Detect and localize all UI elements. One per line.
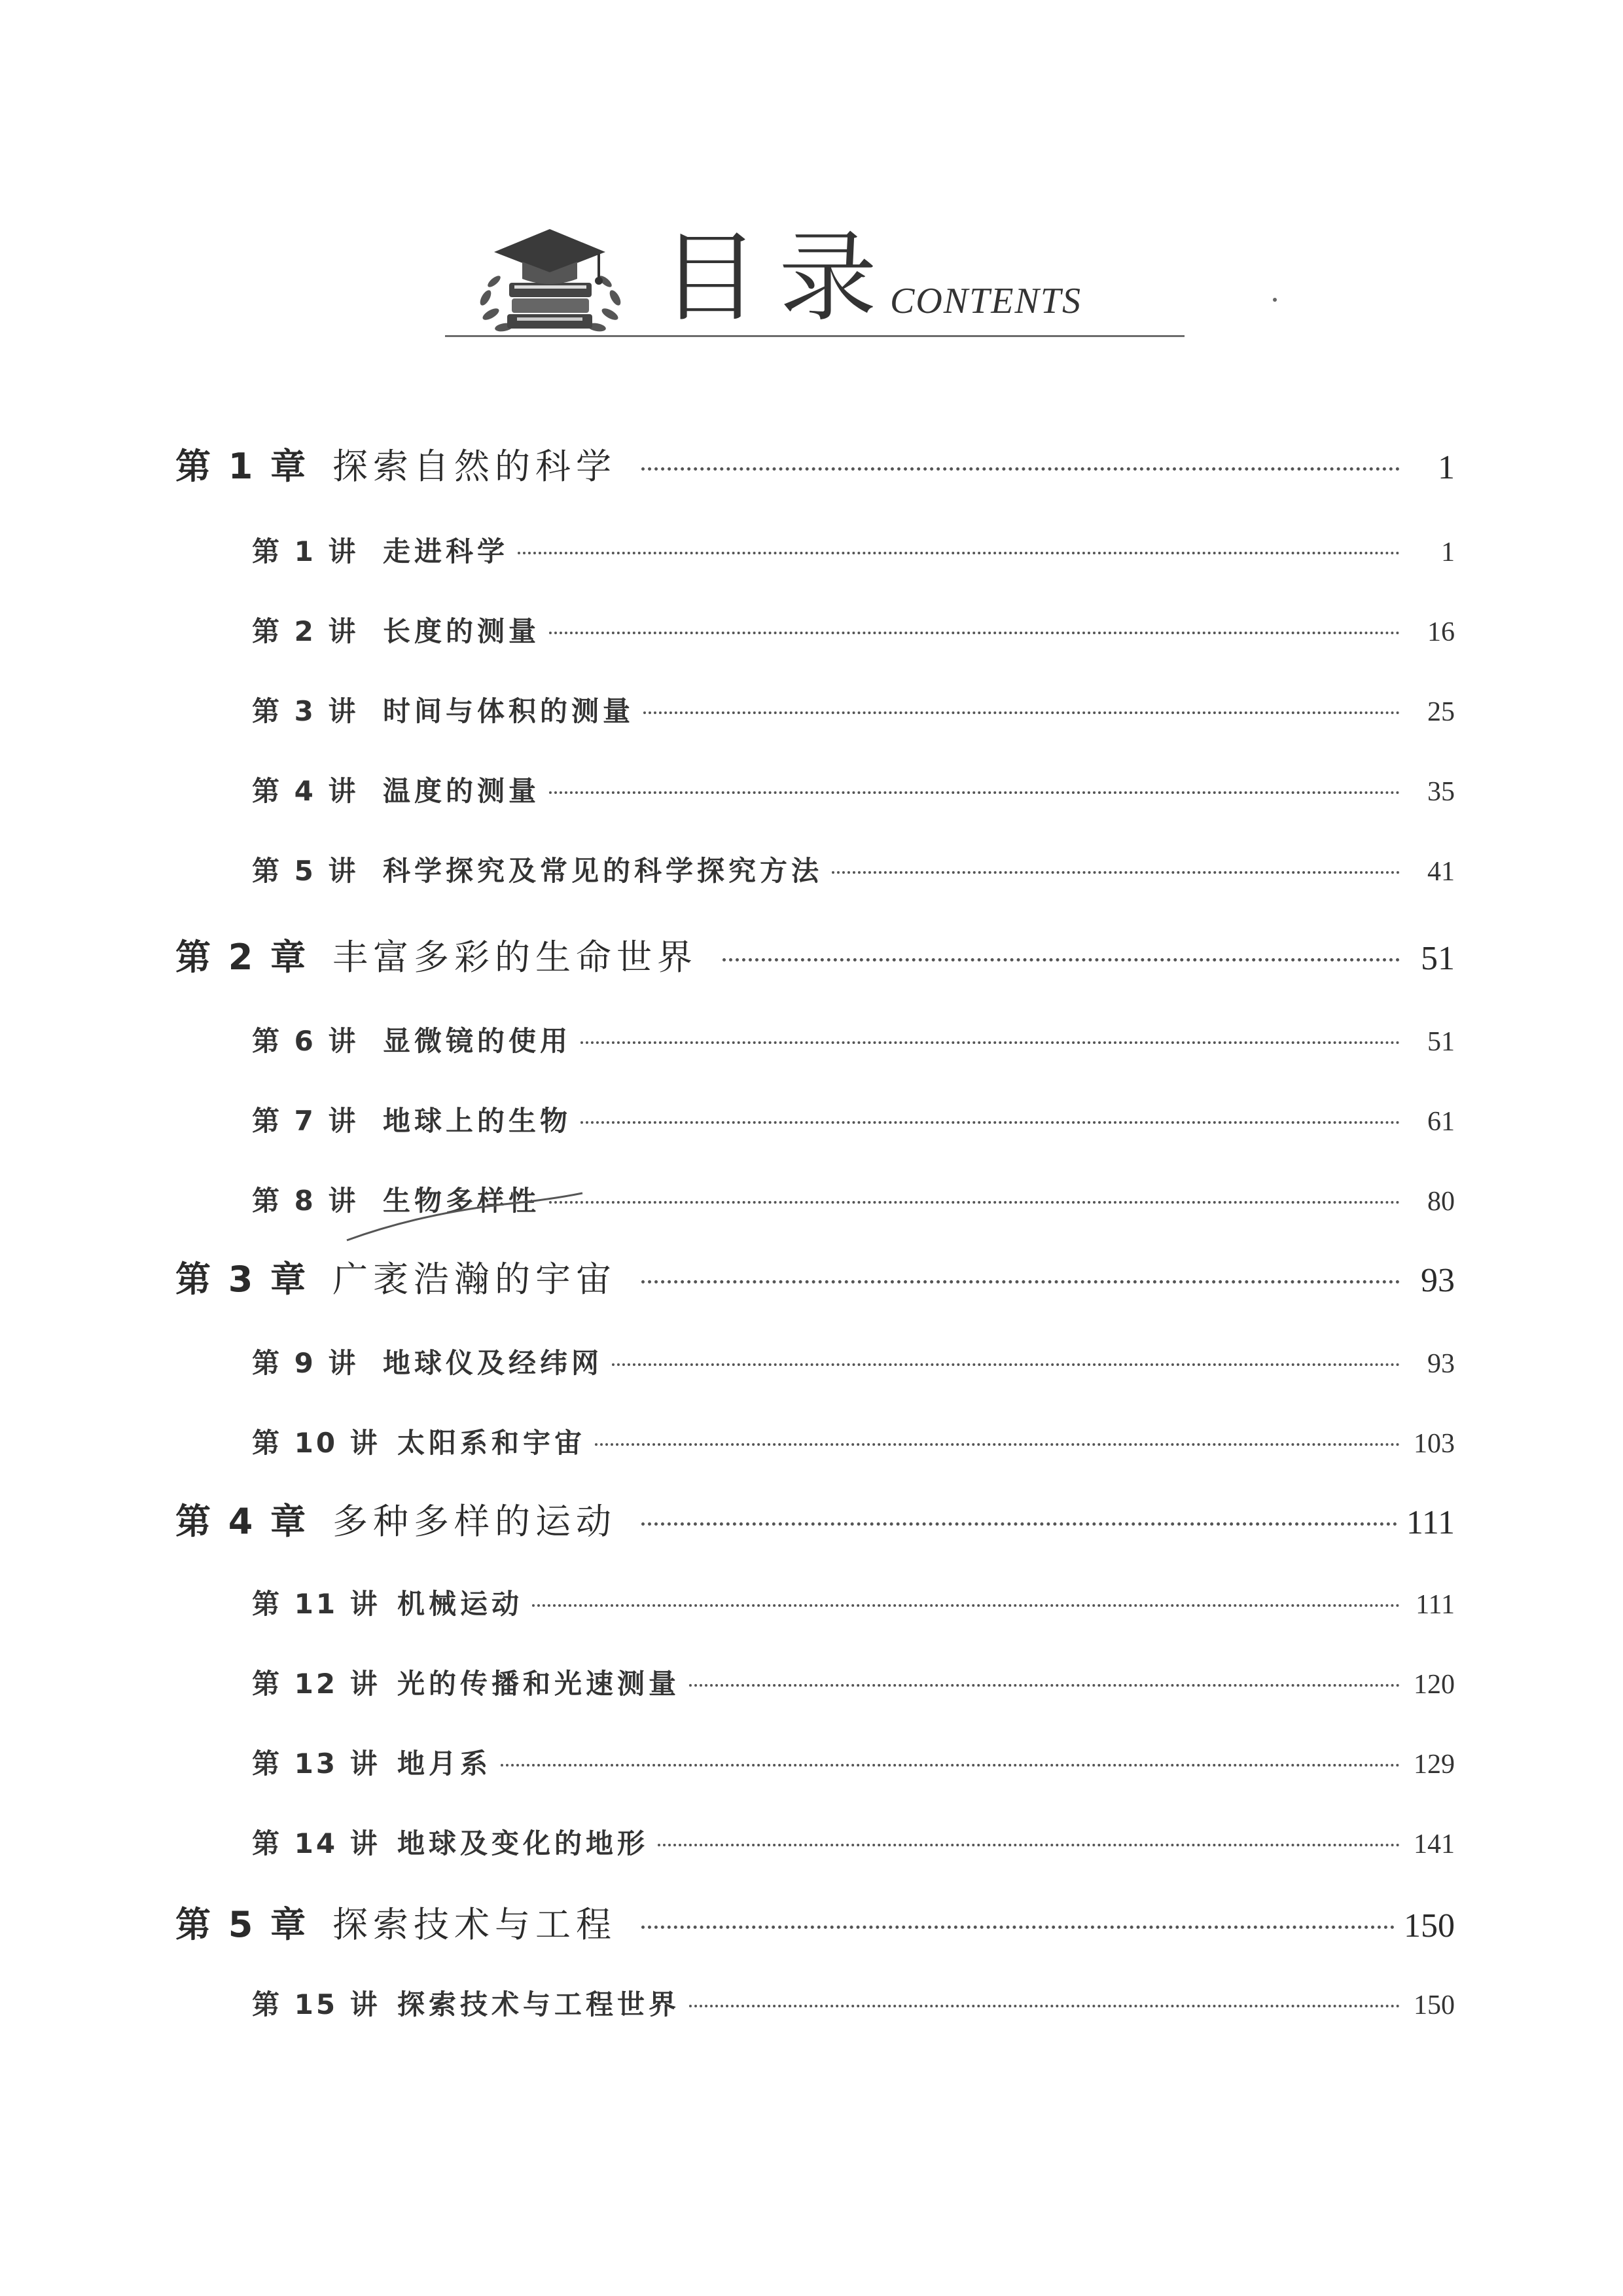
page-number: 1 — [1438, 449, 1455, 486]
dot-leader — [580, 1121, 1400, 1124]
header-divider — [445, 335, 1185, 337]
page-number: 51 — [1421, 940, 1455, 977]
dot-leader — [549, 632, 1400, 634]
dot-leader — [549, 1201, 1400, 1204]
page-number: 61 — [1427, 1107, 1455, 1137]
toc-lecture-7[interactable]: 第 7 讲 地球上的生物 61 — [252, 1105, 1455, 1137]
dot-leader — [689, 1684, 1400, 1687]
toc-chapter-3[interactable]: 第 3 章 广袤浩瀚的宇宙 93 — [175, 1259, 1455, 1300]
dot-leader — [549, 791, 1400, 794]
dot-leader — [722, 958, 1400, 961]
dot-leader — [580, 1041, 1400, 1044]
graduation-cap-books-icon — [471, 216, 628, 340]
contents-title: 目录 — [661, 221, 897, 335]
toc-chapter-4[interactable]: 第 4 章 多种多样的运动 111 — [175, 1501, 1455, 1542]
toc-chapter-2[interactable]: 第 2 章 丰富多彩的生命世界 51 — [175, 937, 1455, 978]
toc-lecture-13[interactable]: 第 13 讲 地月系 129 — [252, 1748, 1455, 1780]
toc-lecture-3[interactable]: 第 3 讲 时间与体积的测量 25 — [252, 695, 1455, 727]
toc-chapter-1[interactable]: 第 1 章 探索自然的科学 1 — [175, 446, 1455, 487]
page-number: 1 — [1441, 537, 1455, 567]
page-number: 129 — [1414, 1749, 1455, 1780]
toc-lecture-5[interactable]: 第 5 讲 科学探究及常见的科学探究方法 41 — [252, 855, 1455, 887]
page-number: 93 — [1421, 1262, 1455, 1299]
page-number: 103 — [1414, 1429, 1455, 1459]
toc-lecture-6[interactable]: 第 6 讲 显微镜的使用 51 — [252, 1025, 1455, 1057]
toc-lecture-8[interactable]: 第 8 讲 生物多样性 80 — [252, 1185, 1455, 1217]
toc-lecture-11[interactable]: 第 11 讲 机械运动 111 — [252, 1588, 1455, 1620]
toc-lecture-12[interactable]: 第 12 讲 光的传播和光速测量 120 — [252, 1668, 1455, 1700]
toc-lecture-10[interactable]: 第 10 讲 太阳系和宇宙 103 — [252, 1427, 1455, 1459]
print-speck — [1273, 298, 1277, 302]
toc-lecture-15[interactable]: 第 15 讲 探索技术与工程世界 150 — [252, 1988, 1455, 2020]
page-number: 51 — [1427, 1027, 1455, 1057]
page-number: 35 — [1427, 777, 1455, 807]
contents-subtitle: CONTENTS — [890, 281, 1082, 321]
dot-leader — [658, 1844, 1400, 1846]
toc-lecture-14[interactable]: 第 14 讲 地球及变化的地形 141 — [252, 1827, 1455, 1859]
toc-chapter-5[interactable]: 第 5 章 探索技术与工程 150 — [175, 1904, 1455, 1945]
page-number: 16 — [1427, 617, 1455, 647]
dot-leader — [532, 1604, 1400, 1607]
toc-lecture-1[interactable]: 第 1 讲 走进科学 1 — [252, 535, 1455, 567]
dot-leader — [641, 1926, 1395, 1929]
dot-leader — [643, 711, 1400, 714]
page-number: 25 — [1427, 697, 1455, 727]
pen-mark — [340, 1188, 589, 1247]
page-number: 41 — [1427, 857, 1455, 887]
page-number: 150 — [1414, 1990, 1455, 2020]
toc-lecture-4[interactable]: 第 4 讲 温度的测量 35 — [252, 775, 1455, 807]
dot-leader — [612, 1363, 1400, 1366]
page-number: 93 — [1427, 1349, 1455, 1379]
page-number: 111 — [1406, 1504, 1455, 1541]
dot-leader — [689, 2005, 1400, 2007]
contents-header — [445, 196, 1185, 347]
dot-leader — [832, 871, 1400, 874]
dot-leader — [641, 467, 1400, 471]
page-number: 141 — [1414, 1829, 1455, 1859]
dot-leader — [518, 552, 1400, 554]
page-number: 120 — [1414, 1670, 1455, 1700]
dot-leader — [641, 1522, 1397, 1526]
page-number: 80 — [1427, 1187, 1455, 1217]
toc-lecture-2[interactable]: 第 2 讲 长度的测量 16 — [252, 615, 1455, 647]
toc-lecture-9[interactable]: 第 9 讲 地球仪及经纬网 93 — [252, 1347, 1455, 1379]
page-number: 111 — [1416, 1590, 1455, 1620]
dot-leader — [501, 1764, 1400, 1767]
dot-leader — [595, 1443, 1400, 1446]
dot-leader — [641, 1280, 1400, 1283]
page-number: 150 — [1404, 1907, 1455, 1945]
